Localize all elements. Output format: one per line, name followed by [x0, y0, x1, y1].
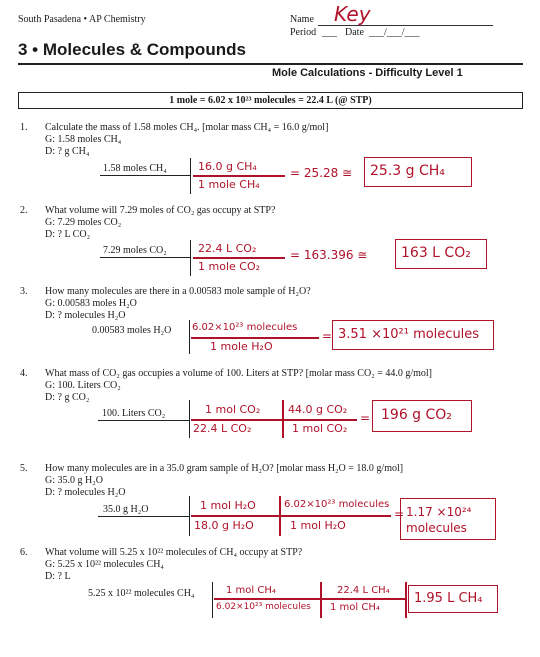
factor-2-denominator: 1 mol H₂O	[290, 519, 346, 532]
problem-given: G: 1.58 moles CH₄	[45, 134, 122, 145]
factor-2-numerator: 44.0 g CO₂	[288, 403, 348, 416]
date-blank: ___/___/___	[369, 27, 420, 38]
factor-2-divider	[282, 400, 284, 438]
problem-question: Calculate the mass of 1.58 moles CH₄. [molar mass CH₄ = 16.0 g/mol]	[45, 122, 329, 133]
answer-box	[395, 239, 487, 269]
calculated-value: =	[360, 411, 371, 425]
factor-1-numerator: 1 mol H₂O	[200, 499, 256, 512]
starting-quantity: 1.58 moles CH₄	[103, 163, 167, 174]
factor-divider	[189, 400, 190, 438]
answer-box	[332, 320, 494, 350]
factor-fraction-bar	[191, 337, 319, 339]
factor-1-denominator: 6.02×10²³ molecules	[216, 602, 311, 612]
title-rule	[18, 63, 523, 65]
conversion-factors: 1 mole = 6.02 x 10²³ molecules = 22.4 L (@ STP)	[169, 95, 372, 106]
factor-divider	[189, 320, 190, 354]
answer-value: 1.17 ×10²⁴ molecules	[406, 505, 472, 535]
problem-desired: D: ? molecules H₂O	[45, 310, 126, 321]
factor-2-divider	[279, 496, 281, 536]
start-underline	[98, 420, 189, 421]
factor-numerator: 22.4 L CO₂	[198, 242, 257, 255]
factor-divider	[212, 582, 213, 618]
factor-1-numerator: 1 mol CH₄	[226, 585, 276, 596]
answer-box	[372, 400, 472, 432]
factor-1-denominator: 22.4 L CO₂	[193, 422, 252, 435]
starting-quantity: 35.0 g H₂O	[103, 504, 149, 515]
answer-box	[408, 585, 498, 613]
factor-fraction-bar	[193, 175, 285, 177]
problem-number: 1.	[20, 122, 28, 133]
problem-desired: D: ? g CO₂	[45, 392, 90, 403]
date-label: Date	[345, 27, 364, 38]
problem-question: How many molecules are there in a 0.00583 mole sample of H₂O?	[45, 286, 311, 297]
answer-value: 1.95 L CH₄	[414, 591, 483, 606]
start-underline	[100, 257, 190, 258]
problem-given: G: 7.29 moles CO₂	[45, 217, 122, 228]
answer-value: 25.3 g CH₄	[370, 163, 445, 179]
name-label: Name	[290, 14, 314, 25]
unit-title: 3 • Molecules & Compounds	[18, 40, 246, 59]
problem-given: G: 35.0 g H₂O	[45, 475, 103, 486]
worksheet-subtitle: Mole Calculations - Difficulty Level 1	[272, 67, 463, 79]
problem-number: 5.	[20, 463, 28, 474]
problem-given: G: 100. Liters CO₂	[45, 380, 121, 391]
answer-value: 3.51 ×10²¹ molecules	[338, 327, 480, 342]
starting-quantity: 5.25 x 10²² molecules CH₄	[88, 588, 195, 599]
problem-question: What volume will 5.25 x 10²² molecules of CH₄ occupy at STP?	[45, 547, 303, 558]
factor-2-denominator: 1 mol CO₂	[292, 422, 348, 435]
problem-question: What volume will 7.29 moles of CO₂ gas occupy at STP?	[45, 205, 276, 216]
school-name: South Pasadena • AP Chemistry	[18, 14, 146, 25]
factor-denominator: 1 mole CO₂	[198, 260, 261, 273]
calculated-value: = 25.28 ≅	[290, 166, 353, 180]
problem-desired: D: ? L CO₂	[45, 229, 91, 240]
answer-box	[400, 498, 496, 540]
conversion-box	[18, 92, 523, 109]
factor-denominator: 1 mole CH₄	[198, 178, 260, 191]
problem-question: What mass of CO₂ gas occupies a volume of 100. Liters at STP? [molar mass CO₂ = 44.0 g/mol]	[45, 368, 432, 379]
factor-1-denominator: 18.0 g H₂O	[194, 519, 254, 532]
problem-desired: D: ? g CH₄	[45, 146, 90, 157]
factor-divider	[190, 240, 191, 276]
factor-1-numerator: 1 mol CO₂	[205, 403, 261, 416]
factor-numerator: 16.0 g CH₄	[198, 160, 257, 173]
period-blank: ___	[322, 27, 337, 38]
problem-given: G: 5.25 x 10²² molecules CH₄	[45, 559, 164, 570]
factor-3-divider	[405, 582, 407, 618]
factor-fraction-bar	[191, 419, 357, 421]
calculated-value: =	[394, 507, 405, 521]
factor-denominator: 1 mole H₂O	[210, 340, 273, 353]
name-value-handwritten: Key	[334, 2, 371, 26]
problem-number: 4.	[20, 368, 28, 379]
factor-numerator: 6.02×10²³ molecules	[192, 322, 298, 333]
problem-number: 2.	[20, 205, 28, 216]
problem-desired: D: ? molecules H₂O	[45, 487, 126, 498]
factor-2-divider	[320, 582, 322, 618]
factor-divider	[190, 158, 191, 194]
answer-value: 163 L CO₂	[401, 245, 471, 261]
start-underline	[100, 175, 190, 176]
factor-divider	[189, 496, 190, 536]
factor-fraction-bar	[214, 598, 406, 600]
problem-given: G: 0.00583 moles H₂O	[45, 298, 137, 309]
factor-2-numerator: 6.02×10²³ molecules	[284, 499, 390, 510]
problem-number: 6.	[20, 547, 28, 558]
starting-quantity: 7.29 moles CO₂	[103, 245, 167, 256]
factor-2-denominator: 1 mol CH₄	[330, 602, 380, 613]
problem-desired: D: ? L	[45, 571, 71, 582]
period-label: Period	[290, 27, 317, 38]
answer-value: 196 g CO₂	[381, 407, 452, 423]
factor-2-numerator: 22.4 L CH₄	[337, 585, 390, 596]
starting-quantity: 100. Liters CO₂	[102, 408, 166, 419]
factor-fraction-bar	[191, 515, 391, 517]
calculated-value: = 163.396 ≅	[290, 248, 368, 262]
starting-quantity: 0.00583 moles H₂O	[92, 325, 172, 336]
problem-question: How many molecules are in a 35.0 gram sample of H₂O? [molar mass H₂O = 18.0 g/mol]	[45, 463, 404, 474]
start-underline	[98, 516, 189, 517]
factor-fraction-bar	[193, 257, 285, 259]
calculated-value: =	[322, 329, 333, 343]
answer-box	[364, 157, 472, 187]
problem-number: 3.	[20, 286, 28, 297]
